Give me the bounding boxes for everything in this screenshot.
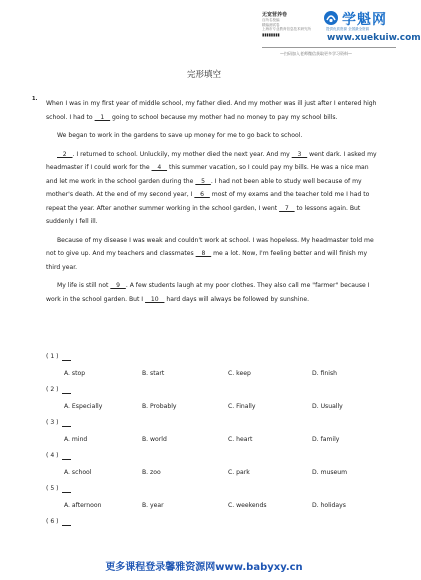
answer-option[interactable]: D. family <box>312 435 340 443</box>
answer-option[interactable]: C. weekends <box>228 501 267 509</box>
footer-link[interactable]: 更多课程登录馨雅资源网www.babyxy.cn <box>105 562 303 573</box>
answer-blank[interactable] <box>62 483 71 493</box>
blank-number: 3 <box>291 150 308 158</box>
question-number: 1. <box>32 96 38 102</box>
cloze-passage <box>46 97 378 311</box>
question-label: ( 5 ) <box>46 485 59 492</box>
question-row <box>46 448 386 465</box>
passage-text: We began to work in the gardens to save up money for me to go back to school. <box>57 132 303 139</box>
answer-option[interactable]: D. Usually <box>312 402 343 410</box>
answer-blank[interactable] <box>62 417 71 427</box>
passage-paragraph <box>46 97 378 124</box>
answer-option[interactable]: C. park <box>228 468 250 476</box>
answer-option[interactable]: A. school <box>64 468 92 476</box>
option-row <box>46 498 386 515</box>
answer-option[interactable]: D. finish <box>312 369 337 377</box>
blank-number: 7 <box>279 204 295 212</box>
option-row <box>46 432 386 449</box>
passage-text: . I returned to school. Unluckily, my mother died the next year. And my <box>72 150 292 158</box>
blank-number: 8 <box>195 250 212 257</box>
answer-option[interactable]: B. world <box>142 435 167 443</box>
blank-number: 2 <box>57 150 73 158</box>
answer-option[interactable]: A. mind <box>64 435 88 443</box>
answer-option[interactable]: B. Probably <box>142 402 177 410</box>
option-row <box>46 366 386 383</box>
blank-number: 10 <box>145 295 165 303</box>
answer-options <box>46 349 386 531</box>
passage-text: hard days will always be followed by sunshine. <box>164 295 310 303</box>
blank-number: 6 <box>194 191 210 198</box>
question-row <box>46 514 386 531</box>
answer-option[interactable]: A. afternoon <box>64 501 102 509</box>
passage-text: My life is still not <box>57 282 111 289</box>
answer-option[interactable]: B. zoo <box>142 468 161 476</box>
passage-paragraph <box>46 129 378 143</box>
question-label: ( 3 ) <box>46 419 59 426</box>
answer-blank[interactable] <box>62 384 71 394</box>
answer-option[interactable]: B. start <box>142 369 165 377</box>
question-row <box>46 481 386 498</box>
passage-text: me a lot. Now, I'm feeling better and will finish my third year. <box>46 250 368 271</box>
question-label: ( 6 ) <box>46 518 59 525</box>
passage-text: went dark. I asked my headmaster if I could work for the <box>46 150 377 171</box>
answer-blank[interactable] <box>62 516 71 526</box>
question-label: ( 2 ) <box>46 386 59 393</box>
question-label: ( 4 ) <box>46 452 59 459</box>
site-logo-text: 学魁网 <box>342 12 387 28</box>
answer-option[interactable]: C. Finally <box>228 402 256 410</box>
question-row <box>46 382 386 399</box>
publisher-bars: ▮▮▮▮▮▮▮▮ <box>262 31 280 37</box>
header-tagline: —扫码加入老师微信获取更多学习资料— <box>280 51 352 56</box>
page-header <box>0 0 421 60</box>
question-label: ( 1 ) <box>46 353 59 360</box>
publisher-tiny-2: 精编测试卷 <box>262 22 280 27</box>
header-divider <box>262 47 396 48</box>
answer-option[interactable]: A. stop <box>64 369 86 377</box>
option-row <box>46 465 386 482</box>
answer-option[interactable]: A. Especially <box>64 402 103 410</box>
publisher-brand: 无宽营养卷 <box>262 12 288 18</box>
answer-blank[interactable] <box>62 351 71 361</box>
answer-option[interactable]: C. heart <box>228 435 253 443</box>
passage-text: most of my exams and the teacher told me I had to repeat the year. After another summer working in the school garden, I went <box>46 191 370 212</box>
passage-text: to lessons again. But suddenly I fell ill. <box>46 204 361 225</box>
page-title: 完形填空 <box>186 70 221 80</box>
passage-paragraph <box>46 279 378 306</box>
blank-number: 4 <box>151 164 168 171</box>
question-row <box>46 349 386 366</box>
blank-number: 9 <box>110 282 126 289</box>
answer-option[interactable]: B. year <box>142 501 164 509</box>
passage-text: . I had not been able to study well because of my mother's death. At the end of my second year, I <box>46 177 362 198</box>
publisher-tiny-1: 百所名校编 <box>262 18 280 22</box>
option-row <box>46 399 386 416</box>
site-url[interactable]: www.xuekuiw.com <box>327 33 421 43</box>
passage-text: Because of my disease I was weak and couldn't work at school. I was hopeless. My headmaster told me not to give up. And my teachers and classmates <box>46 236 374 257</box>
answer-option[interactable]: D. holidays <box>312 501 346 509</box>
blank-number: 5 <box>195 177 211 185</box>
passage-paragraph <box>46 148 378 229</box>
site-logo-subtitle: 提供优质资源 全国最全资源 <box>326 27 370 31</box>
passage-text: going to school because my mother had no money to pay my school bills. <box>110 113 338 121</box>
xuekui-logo-icon <box>323 10 339 26</box>
answer-option[interactable]: C. keep <box>228 369 251 377</box>
passage-text: this summer vacation, so I could pay my bills. He was a nice man and let me work in the school garden during the <box>46 164 369 185</box>
blank-number: 1 <box>94 113 111 121</box>
passage-paragraph <box>46 234 378 275</box>
passage-text: . A few students laugh at my poor clothes. They also call me "farmer" because I work in the school garden. But I <box>46 282 370 303</box>
passage-text: When I was in my first year of middle school, my father died. And my mother was ill just after I entered high school. I had to <box>46 100 377 121</box>
publisher-tiny-3: 上海市专业教育信息技术研究所 <box>262 27 311 31</box>
answer-blank[interactable] <box>62 450 71 460</box>
publisher-logo <box>262 12 324 56</box>
answer-option[interactable]: D. museum <box>312 468 348 476</box>
question-row <box>46 415 386 432</box>
